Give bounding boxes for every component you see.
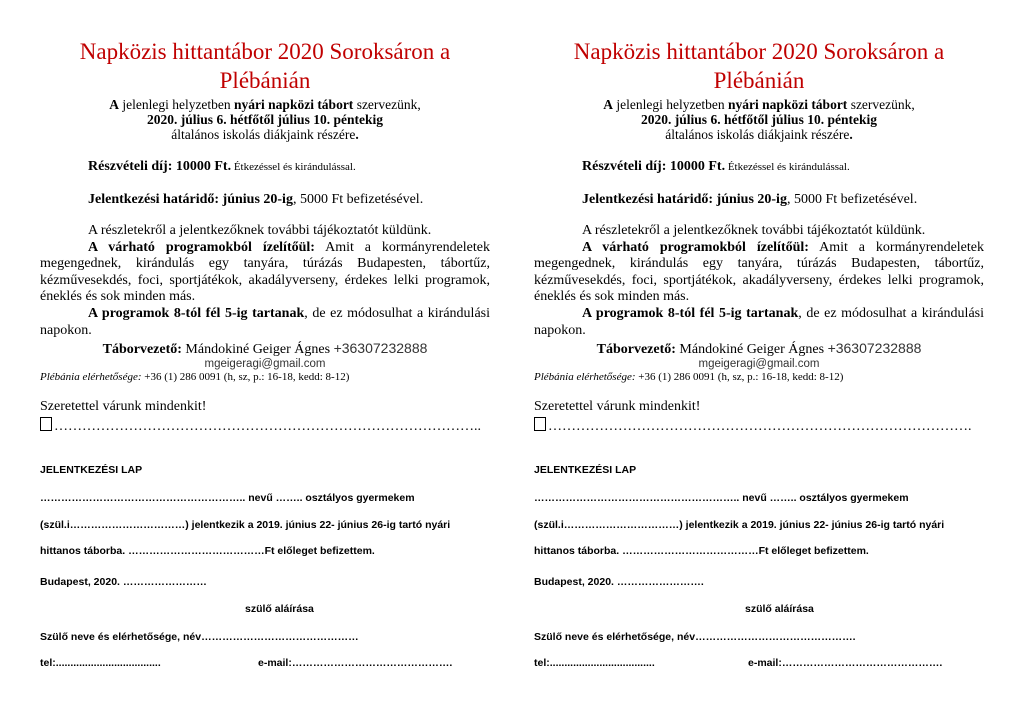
checkbox-icon xyxy=(534,417,546,431)
leader-phone: +36307232888 xyxy=(333,340,428,357)
leader-email[interactable]: mgeigeragi@gmail.com xyxy=(204,358,326,371)
details-block xyxy=(40,223,490,339)
flyer-left xyxy=(40,0,490,435)
form-title: JELENTKEZÉSI LAP xyxy=(40,464,143,476)
intro-a: A xyxy=(109,97,119,112)
leader-name: Mándokiné Geiger Ágnes xyxy=(675,342,828,358)
hours-rest: , de ez módosulhat a kirándulási napokon. xyxy=(40,305,490,338)
leader-label: Táborvezető: xyxy=(102,342,182,358)
form-row-payment: hittanos táborba. …………………………………Ft előleget befizettem. xyxy=(40,545,375,557)
deadline-rest: , 5000 Ft befizetésével. xyxy=(292,192,424,207)
form-email: e-mail:………………………………………. xyxy=(258,657,453,669)
deadline-label: Jelentkezési határidő: június 20-ig xyxy=(582,192,787,207)
leader-email[interactable]: mgeigeragi@gmail.com xyxy=(698,358,820,371)
fee-label: Részvételi díj: 10000 Ft. xyxy=(582,159,726,174)
fee-label: Részvételi díj: 10000 Ft. xyxy=(88,159,232,174)
form-email: e-mail:………………………………………. xyxy=(748,657,943,669)
cut-dots: ………………………………………………………………………………. xyxy=(548,419,972,435)
form-tel: tel:.................................... xyxy=(534,657,655,669)
details-text: A részletekről a jelentkezőknek további tájékoztatót küldünk. xyxy=(582,223,926,238)
form-tel: tel:.................................... xyxy=(40,657,161,669)
deadline-line xyxy=(582,192,984,208)
intro-a: A xyxy=(603,97,613,112)
intro-mid-1: jelenlegi helyzetben xyxy=(118,97,235,112)
intro-period: . xyxy=(355,127,359,142)
checkbox-icon xyxy=(40,417,52,431)
parish-contact xyxy=(534,371,984,383)
form-row-payment: hittanos táborba. …………………………………Ft előleget befizettem. xyxy=(534,545,869,557)
form-row-name: ………………………………………………….. nevű …….. osztályos gyermekem xyxy=(40,492,415,504)
form-row-date: Budapest, 2020. …………………… xyxy=(40,576,207,588)
form-row-date: Budapest, 2020. ……………………. xyxy=(534,576,704,588)
hours-label: A programok 8-tól fél 5-ig tartanak xyxy=(582,305,799,321)
title-line-1: Napközis hittantábor 2020 Soroksáron a xyxy=(79,39,451,64)
intro-text xyxy=(534,97,984,142)
parish-rest: +36 (1) 286 0091 (h, sz, p.: 16-18, kedd: 8-12) xyxy=(635,371,844,384)
form-signature: szülő aláírása xyxy=(745,603,814,615)
flyer-right xyxy=(534,0,984,435)
deadline-rest: , 5000 Ft befizetésével. xyxy=(786,192,918,207)
form-row-birth: (szül.i……………………………) jelentkezik a 2019. június 22- június 26-ig tartó nyári xyxy=(534,519,945,531)
form-title: JELENTKEZÉSI LAP xyxy=(534,464,637,476)
hours-label: A programok 8-tól fél 5-ig tartanak xyxy=(88,305,305,321)
deadline-label: Jelentkezési határidő: június 20-ig xyxy=(88,192,293,207)
leader-phone: +36307232888 xyxy=(827,340,922,357)
form-row-parent: Szülő neve és elérhetősége, név……………………………………… xyxy=(40,631,359,643)
intro-period: . xyxy=(849,127,853,142)
fee-line xyxy=(582,159,984,175)
details-text: A részletekről a jelentkezőknek további tájékoztatót küldünk. xyxy=(88,223,432,238)
intro-line-3: általános iskolás diákjaink részére xyxy=(665,127,850,142)
program-label: A várható programokból ízelítőül: xyxy=(582,239,809,255)
intro-dates: 2020. július 6. hétfőtől július 10. péntekig xyxy=(147,112,383,127)
leader-line xyxy=(40,340,490,358)
program-text: Amit a kormányrendeletek megengednek, kirándulás egy tanyára, túrázás Budapesten, tábortűz, kézművesekdés, foci, sportjátékok, akadályverseny, érdekes lelki programok, éneklés és sok minden más. xyxy=(40,239,490,305)
intro-mid-1: jelenlegi helyzetben xyxy=(612,97,729,112)
intro-mid-2: szervezünk, xyxy=(847,97,915,112)
leader-label: Táborvezető: xyxy=(596,342,676,358)
form-row-parent: Szülő neve és elérhetősége, név………………………………………. xyxy=(534,631,856,643)
title-line-2: Plébánián xyxy=(219,68,311,93)
parish-contact xyxy=(40,371,490,383)
fee-note: Étkezéssel és kirándulással. xyxy=(725,161,850,173)
details-block xyxy=(534,223,984,339)
intro-bold-1: nyári napközi tábort xyxy=(234,97,354,112)
form-signature: szülő aláírása xyxy=(245,603,314,615)
parish-label: Plébánia elérhetősége: xyxy=(534,371,636,384)
cut-line xyxy=(40,417,490,435)
greeting: Szeretettel várunk mindenkit! xyxy=(534,399,701,415)
intro-line-3: általános iskolás diákjaink részére xyxy=(171,127,356,142)
greeting: Szeretettel várunk mindenkit! xyxy=(40,399,207,415)
intro-text xyxy=(40,97,490,142)
intro-bold-1: nyári napközi tábort xyxy=(728,97,848,112)
cut-line xyxy=(534,417,984,435)
fee-line xyxy=(88,159,490,175)
deadline-line xyxy=(88,192,490,208)
program-text: Amit a kormányrendeletek megengednek, kirándulás egy tanyára, túrázás Budapesten, tábortűz, kézművesekdés, foci, sportjátékok, akadályverseny, érdekes lelki programok, éneklés és sok minden más. xyxy=(534,239,984,305)
parish-label: Plébánia elérhetősége: xyxy=(40,371,142,384)
title-line-1: Napközis hittantábor 2020 Soroksáron a xyxy=(573,39,945,64)
flyer-title xyxy=(35,37,495,95)
fee-note: Étkezéssel és kirándulással. xyxy=(231,161,356,173)
cut-dots: ……………………………………………………………………………….. xyxy=(54,419,481,435)
form-row-name: ………………………………………………….. nevű …….. osztályos gyermekem xyxy=(534,492,909,504)
intro-dates: 2020. július 6. hétfőtől július 10. péntekig xyxy=(641,112,877,127)
hours-rest: , de ez módosulhat a kirándulási napokon. xyxy=(534,305,984,338)
parish-rest: +36 (1) 286 0091 (h, sz, p.: 16-18, kedd: 8-12) xyxy=(141,371,350,384)
leader-line xyxy=(534,340,984,358)
leader-name: Mándokiné Geiger Ágnes xyxy=(181,342,334,358)
intro-mid-2: szervezünk, xyxy=(353,97,421,112)
title-line-2: Plébánián xyxy=(713,68,805,93)
flyer-title xyxy=(529,37,989,95)
form-row-birth: (szül.i……………………………) jelentkezik a 2019. június 22- június 26-ig tartó nyári xyxy=(40,519,451,531)
program-label: A várható programokból ízelítőül: xyxy=(88,239,315,255)
